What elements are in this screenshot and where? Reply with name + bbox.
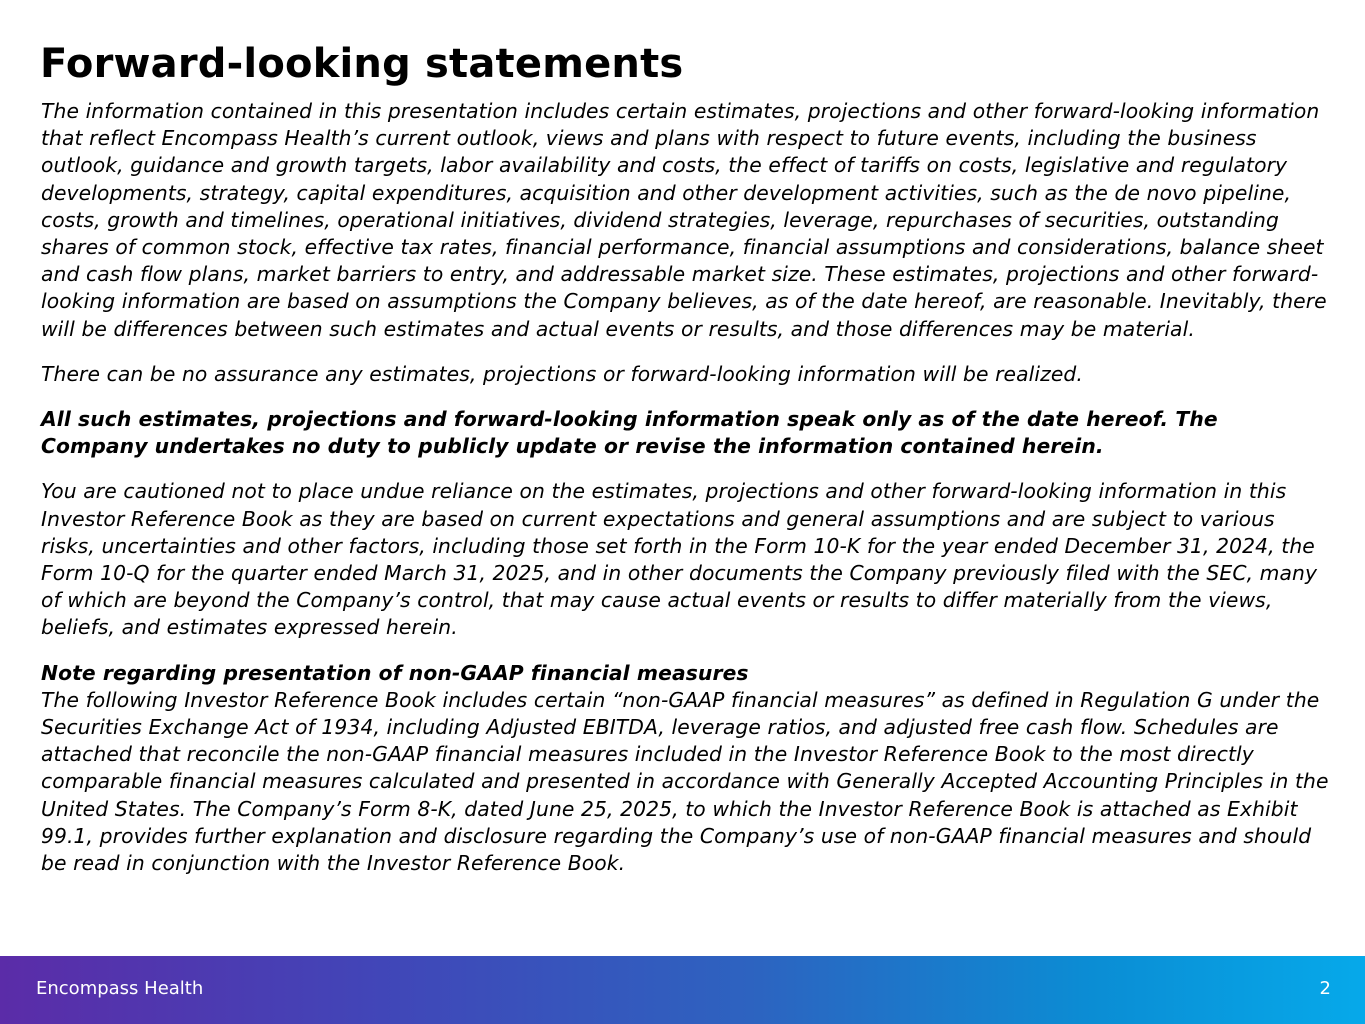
page-title: Forward-looking statements	[40, 41, 684, 87]
no-assurance-paragraph: There can be no assurance any estimates, projections or forward-looking information will be realized.	[41, 361, 1083, 386]
no-duty-paragraph: All such estimates, projections and forward-looking information speak only as of the date hereof. The Company undertakes no duty to publicly update or revise the information contained herein.	[41, 407, 1218, 459]
footer-brand: Encompass Health	[36, 978, 204, 999]
forward-looking-paragraph: The information contained in this presentation includes certain estimates, projections and other forward-looking information that reflect Encompass Health’s current outlook, views and plans with respect to future events, including the business outlook, guidance and growth targets, labor availability and costs, the effect of tariffs on costs, legislative and regulatory developments, strategy, capital expenditures, acquisition and other development activities, such as the de novo pipeline, costs, growth and timelines, operational initiatives, dividend strategies, leverage, repurchases of securities, outstanding shares of common stock, effective tax rates, financial performance, financial assumptions and considerations, balance sheet and cash flow plans, market barriers to entry, and addressable market size. These estimates, projections and other forward-looking information are based on assumptions the Company believes, as of the date hereof, are reasonable. Inevitably, there will be differences between such estimates and actual events or results, and those differences may be material.	[41, 99, 1327, 341]
non-gaap-paragraph: The following Investor Reference Book includes certain “non-GAAP financial measures” as defined in Regulation G under the Securities Exchange Act of 1934, including Adjusted EBITDA, leverage ratios, and adjusted free cash flow. Schedules are attached that reconcile the non-GAAP financial measures included in the Investor Reference Book to the most directly comparable financial measures calculated and presented in accordance with Generally Accepted Accounting Principles in the United States. The Company’s Form 8-K, dated June 25, 2025, to which the Investor Reference Book is attached as Exhibit 99.1, provides further explanation and disclosure regarding the Company’s use of non-GAAP financial measures and should be read in conjunction with the Investor Reference Book.	[41, 687, 1329, 876]
footer-bar	[0, 956, 1365, 1024]
caution-paragraph: You are cautioned not to place undue reliance on the estimates, projections and other forward-looking information in this Investor Reference Book as they are based on current expectations and general assumptions and are subject to various risks, uncertainties and other factors, including those set forth in the Form 10-K for the year ended December 31, 2024, the Form 10-Q for the quarter ended March 31, 2025, and in other documents the Company previously filed with the SEC, many of which are beyond the Company’s control, that may cause actual events or results to differ materially from the views, beliefs, and estimates expressed herein.	[41, 479, 1318, 640]
non-gaap-heading: Note regarding presentation of non-GAAP financial measures	[41, 660, 749, 685]
page-number: 2	[1319, 978, 1331, 999]
statement-body	[41, 98, 1331, 877]
